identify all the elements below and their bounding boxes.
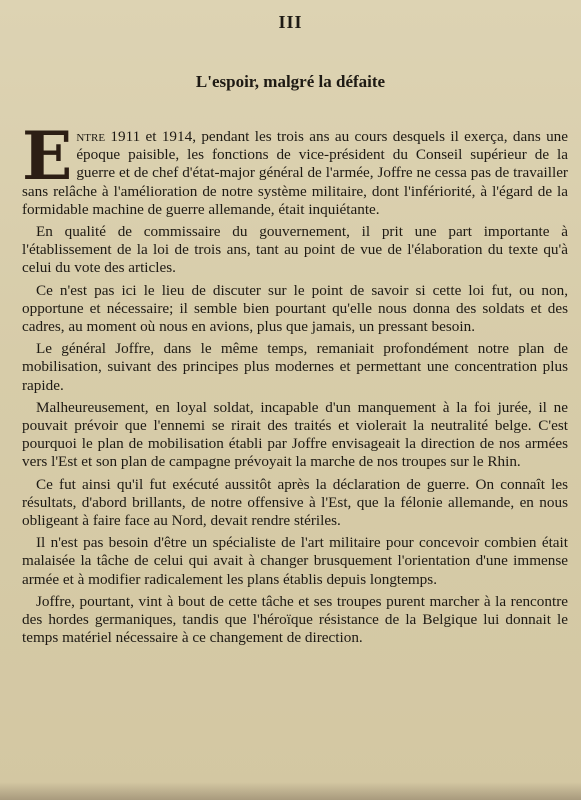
page-edge-shadow <box>0 782 581 800</box>
paragraph: Il n'est pas besoin d'être un spécialiste de l'art militaire pour concevoir combien était malaisée la tâche de celui qui avait à changer brusquement l'orientation d'une immense armée et à modifier radicalement les plans établis depuis longtemps. <box>22 534 568 588</box>
chapter-body <box>22 117 568 651</box>
paragraph: En qualité de commissaire du gouvernement, il prit une part importante à l'établissement de la loi de trois ans, tant au point de vue de l'élaboration du texte qu'à celui du vote des articles. <box>22 223 568 277</box>
paragraph: Ce fut ainsi qu'il fut exécuté aussitôt après la déclaration de guerre. On connaît les résultats, d'abord brillants, de notre offensive à l'Est, que la félonie allemande, en nous obligeant à faire face au Nord, devait rendre stériles. <box>22 475 568 530</box>
paragraph: Ce n'est pas ici le lieu de discuter sur le point de savoir si cette loi fut, ou non, opportune et nécessaire; il semble bien pourtant qu'elle nous donna des soldats et des cadres, au moment où nous en avions, plus que jamais, un pressant besoin. <box>22 281 568 336</box>
paragraph: Le général Joffre, dans le même temps, remaniait profondément notre plan de mobilisation, suivant des principes plus modernes et permettant une concentration plus rapide. <box>22 340 568 394</box>
paragraph-intro <box>22 117 568 219</box>
drop-cap: E <box>22 117 73 195</box>
intro-text: 1911 et 1914, pendant les trois ans au cours desquels il exerça, dans une époque paisible, les fonctions de vice-président du Conseil supérieur de la guerre et de chef d'état-major général de l'armée, Joffre ne cessa pas de travailler sans relâche à l'amélioration de notre système militaire, dont l'infériorité, à l'égard de la formidable machine de guerre allemande, était inquiétante. <box>22 128 568 218</box>
paragraph: Joffre, pourtant, vint à bout de cette tâche et ses troupes purent marcher à la rencontre des hordes germaniques, tandis que l'héroïque résistance de la Belgique lui donnait le temps matériel nécessaire à ce changement de direction. <box>22 592 568 647</box>
paragraph: Malheureusement, en loyal soldat, incapable d'un manquement à la foi jurée, il ne pouvait prévoir que l'ennemi se rirait des traités et violerait la neutralité belge. C'est pourquoi le plan de mobilisation établi par Joffre envisageait la direction de nos armées vers l'Est et son plan de campagne prévoyait la marche de nos troupes sur le Rhin. <box>22 398 568 471</box>
chapter-number: III <box>278 12 303 32</box>
chapter-title: L'espoir, malgré la défaite <box>195 72 386 91</box>
lead-in-caps: ntre <box>76 128 106 145</box>
